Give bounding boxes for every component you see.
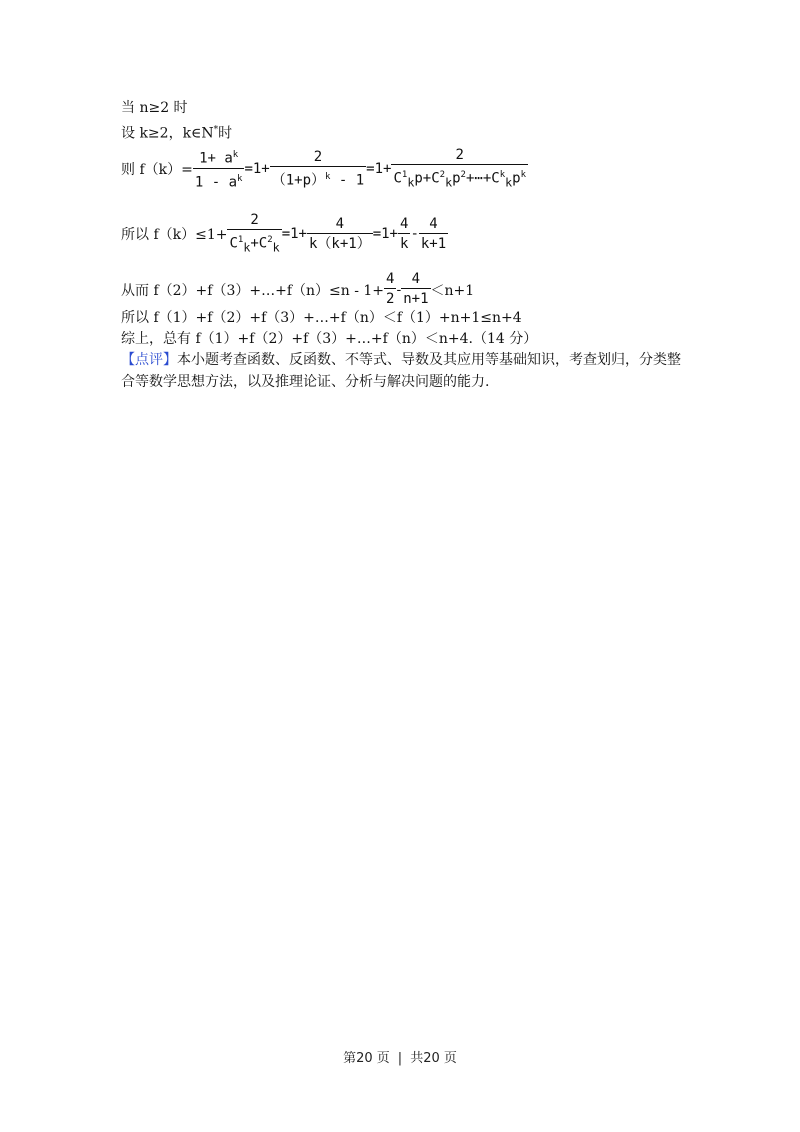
eq3-f2-den-sup: k [325, 171, 331, 182]
eq3-f3-den-c1-sup: 1 [401, 170, 408, 180]
page-current: 第20 页 [343, 1051, 390, 1066]
eq3-f2-num: 2 [270, 148, 366, 167]
review-tag: 【点评】 [121, 352, 177, 368]
page-footer [0, 1047, 800, 1066]
eq5-prefix: 从而 f（2）+f（3）+…+f（n）≤n - 1+ [121, 282, 385, 299]
eq5-f1-den: 2 [386, 291, 395, 307]
eq4-f1-den-c2-sub: k [272, 240, 280, 255]
text-line-7: 综上，总有 f（1）+f（2）+f（3）+…+f（n）＜n+4.（14 分） [121, 331, 538, 347]
eq3-f1-den: 1 - a [194, 174, 238, 191]
eq4-f1-den-c2-sup: 2 [267, 235, 273, 245]
eq4-f2-den: k（k+1） [308, 235, 371, 252]
eq3-f3-den-c2-sup: 2 [439, 170, 446, 180]
eq3-f3-den-c1-sub: k [407, 175, 415, 190]
text-line-8 [121, 351, 681, 369]
eq4-f1-den-c1-sup: 1 [237, 235, 244, 245]
eq3-f3-den-pk-sup: k [520, 170, 526, 180]
eq3-f3-den-c2: p+C [414, 170, 440, 187]
eq3-f3-den-p2-sup: 2 [460, 170, 466, 180]
text-line-2 [121, 121, 232, 143]
eq4-f2-num: 4 [307, 215, 373, 234]
page-total: 共20 页 [410, 1051, 457, 1066]
eq3-f3-den-c2-sub: k [445, 175, 453, 190]
eq4-fraction-4 [419, 215, 448, 254]
eq3-f3-den-ck-sub: k [505, 175, 513, 190]
text-line-2-sup: * [213, 125, 219, 135]
eq3-f1-den-sup: k [237, 173, 243, 184]
eq3-prefix: 则 f（k）= [121, 162, 193, 179]
eq4-f3-den: k [400, 235, 409, 252]
eq4-f1-den-c2: +C [250, 235, 268, 252]
eq5-fraction-1 [384, 270, 396, 309]
eq5-tail: ＜n+1 [430, 282, 475, 299]
eq3-mid2: =1+ [366, 161, 392, 178]
eq4-f1-num: 2 [227, 211, 281, 230]
eq4-fraction-3 [398, 215, 410, 254]
page-separator: | [397, 1051, 403, 1066]
eq3-fraction-1 [193, 146, 245, 192]
equation-sum-bound [121, 270, 474, 309]
eq4-minus: - [410, 226, 419, 243]
eq5-minus: - [396, 281, 402, 298]
text-line-2-tail: 时 [218, 125, 233, 142]
eq3-f3-den-ck: +⋯+C [465, 170, 500, 187]
eq3-f3-den-p2: p [452, 170, 461, 187]
eq4-f4-num: 4 [419, 215, 448, 234]
eq5-f1-num: 4 [386, 271, 395, 287]
text-line-9: 合等数学思想方法，以及推理论证、分析与解决问题的能力. [121, 374, 490, 390]
eq3-f1-num: 1+ a [199, 150, 233, 167]
eq3-fraction-3 [391, 146, 528, 192]
eq3-f3-den-c1: C [393, 170, 402, 187]
eq4-mid1: =1+ [281, 226, 307, 243]
eq4-f3-num: 4 [400, 215, 409, 232]
text-line-2-main: 设 k≥2，k∈N [121, 125, 214, 142]
eq4-prefix: 所以 f（k）≤1+ [121, 227, 228, 244]
eq5-f2-den: n+1 [403, 291, 429, 307]
eq3-f2-den-tail: - 1 [330, 172, 365, 189]
eq4-mid2: =1+ [372, 226, 398, 243]
eq4-fraction-1 [227, 211, 281, 257]
eq3-f2-den: （1+p） [271, 172, 326, 189]
text-line-6: 所以 f（1）+f（2）+f（3）+…+f（n）＜f（1）+n+1≤n+4 [121, 310, 522, 326]
eq4-f1-den-c1-sub: k [243, 240, 251, 255]
eq4-f4-den: k+1 [420, 235, 447, 252]
eq4-fraction-2 [307, 215, 373, 254]
review-text: 本小题考查函数、反函数、不等式、导数及其应用等基础知识，考查划归，分类整 [177, 352, 681, 368]
eq5-fraction-2 [401, 270, 430, 309]
eq5-f2-num: 4 [401, 270, 430, 289]
eq4-f1-den-c1: C [229, 235, 238, 252]
text-line-1: 当 n≥2 时 [121, 100, 188, 116]
eq3-fraction-2 [270, 148, 366, 191]
eq3-f1-num-sup: k [232, 150, 239, 161]
eq3-f3-den-pk: p [512, 170, 521, 187]
eq3-f3-num: 2 [391, 146, 528, 165]
eq3-mid1: =1+ [244, 161, 270, 178]
eq3-f3-den-ck-sup: k [499, 170, 506, 180]
equation-fk-bound [121, 211, 448, 257]
equation-fk [121, 146, 528, 192]
